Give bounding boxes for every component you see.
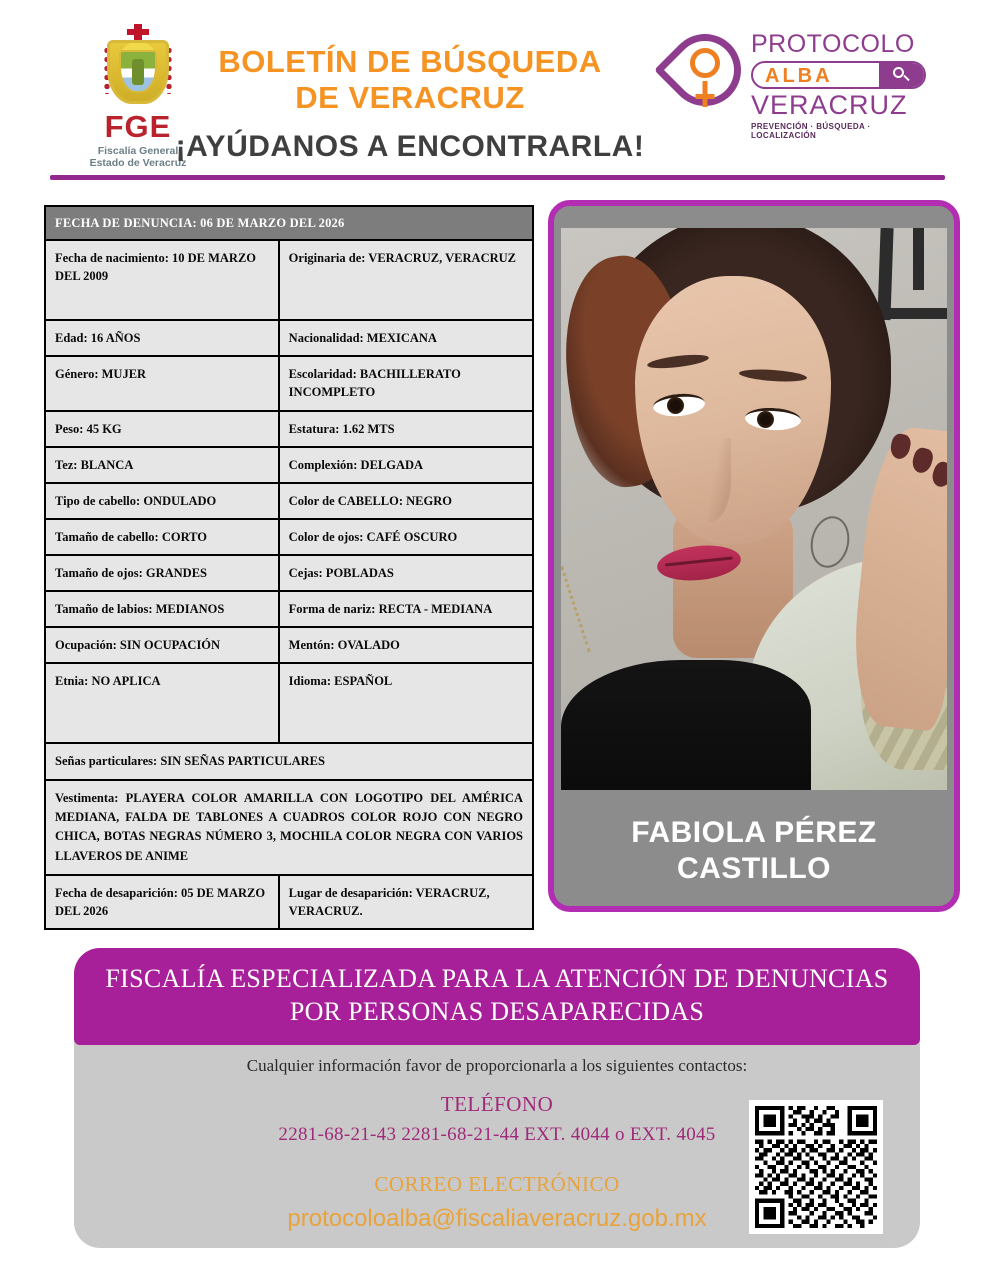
field-ocupacion: Ocupación: SIN OCUPACIÓN bbox=[45, 627, 279, 663]
photo-iris-right bbox=[757, 411, 774, 428]
field-cejas: Cejas: POBLADAS bbox=[279, 555, 533, 591]
table-row bbox=[45, 627, 533, 663]
title-subtitle: ¡AYÚDANOS A ENCONTRARLA! bbox=[175, 129, 645, 163]
field-fecha-desaparicion: Fecha de desaparición: 05 DE MARZO DEL 2026 bbox=[45, 875, 279, 929]
field-menton: Mentón: OVALADO bbox=[279, 627, 533, 663]
title-line-2: DE VERACRUZ bbox=[295, 79, 525, 115]
field-senas-particulares: Señas particulares: SIN SEÑAS PARTICULARES bbox=[45, 743, 533, 779]
field-nacionalidad: Nacionalidad: MEXICANA bbox=[279, 320, 533, 356]
table-row bbox=[45, 447, 533, 483]
person-name-panel bbox=[554, 790, 954, 912]
protocolo-alba-logo bbox=[665, 32, 930, 152]
field-tipo-cabello: Tipo de cabello: ONDULADO bbox=[45, 483, 279, 519]
field-idioma: Idioma: ESPAÑOL bbox=[279, 663, 533, 743]
field-etnia: Etnia: NO APLICA bbox=[45, 663, 279, 743]
field-complexion: Complexión: DELGADA bbox=[279, 447, 533, 483]
search-icon bbox=[893, 67, 904, 78]
table-row bbox=[45, 743, 533, 779]
photo-black-garment bbox=[561, 660, 811, 790]
field-vestimenta: Vestimenta: PLAYERA COLOR AMARILLA CON LOGOTIPO DEL AMÉRICA MEDIANA, FALDA DE TABLONES A CUADROS COLOR ROJO CON NEGRO CHICA, BOTAS NEGRAS NÚMERO 3, MOCHILA COLOR NEGRA CON VARIOS LLAVEROS DE ANIME bbox=[45, 780, 533, 876]
table-row bbox=[45, 875, 533, 929]
fge-acronym: FGE bbox=[104, 109, 172, 144]
phone-label: TELÉFONO bbox=[440, 1092, 554, 1116]
field-estatura: Estatura: 1.62 MTS bbox=[279, 411, 533, 447]
venus-symbol-icon bbox=[690, 48, 720, 78]
table-row bbox=[45, 555, 533, 591]
qr-code-icon bbox=[755, 1106, 877, 1228]
table-row bbox=[45, 591, 533, 627]
table-body bbox=[45, 206, 533, 929]
field-peso: Peso: 45 KG bbox=[45, 411, 279, 447]
coat-of-arms-icon bbox=[103, 24, 173, 106]
field-tez: Tez: BLANCA bbox=[45, 447, 279, 483]
field-lugar-desaparicion: Lugar de desaparición: VERACRUZ, VERACRUZ. bbox=[279, 875, 533, 929]
search-badge bbox=[879, 63, 924, 87]
qr-code[interactable] bbox=[749, 1100, 883, 1234]
field-edad: Edad: 16 AÑOS bbox=[45, 320, 279, 356]
person-name bbox=[631, 815, 876, 887]
person-photo bbox=[561, 228, 947, 790]
fge-org-line1: Fiscalía General bbox=[97, 145, 179, 157]
field-escolaridad: Escolaridad: BACHILLERATO INCOMPLETO bbox=[279, 356, 533, 410]
report-date-cell: FECHA DE DENUNCIA: 06 DE MARZO DEL 2026 bbox=[45, 206, 533, 240]
alba-pill bbox=[751, 61, 926, 89]
person-name-line2: CASTILLO bbox=[677, 852, 831, 885]
field-tamano-cabello: Tamaño de cabello: CORTO bbox=[45, 519, 279, 555]
contact-footer bbox=[74, 948, 920, 1248]
table-row bbox=[45, 663, 533, 743]
phone-numbers[interactable]: 2281-68-21-43 2281-68-21-44 EXT. 4044 o EXT. 4045 bbox=[278, 1124, 716, 1145]
table-header-row bbox=[45, 206, 533, 240]
table-row bbox=[45, 780, 533, 876]
footer-title: FISCALÍA ESPECIALIZADA PARA LA ATENCIÓN DE DENUNCIAS POR PERSONAS DESAPARECIDAS bbox=[74, 948, 920, 1045]
alba-tagline: PREVENCIÓN · BÚSQUEDA · LOCALIZACIÓN bbox=[751, 122, 871, 140]
field-fecha-nacimiento: Fecha de nacimiento: 10 DE MARZO DEL 2009 bbox=[45, 240, 279, 320]
header-divider bbox=[50, 175, 945, 180]
field-color-cabello: Color de CABELLO: NEGRO bbox=[279, 483, 533, 519]
email-address[interactable]: protocoloalba@fiscaliaveracruz.gob.mx bbox=[287, 1205, 707, 1232]
field-tamano-ojos: Tamaño de ojos: GRANDES bbox=[45, 555, 279, 591]
photo-wall-bar-vertical-2 bbox=[913, 228, 924, 290]
shield-inner-icon bbox=[119, 50, 157, 93]
alba-protocolo-text: PROTOCOLO bbox=[751, 30, 915, 58]
person-photo-card bbox=[548, 200, 960, 912]
shield-icon bbox=[107, 40, 169, 104]
page-header bbox=[0, 0, 995, 172]
alba-veracruz-text: VERACRUZ bbox=[751, 90, 908, 120]
photo-wall-bar-horizontal bbox=[879, 308, 947, 319]
photo-nose bbox=[689, 438, 731, 522]
person-name-line1: FABIOLA PÉREZ bbox=[631, 816, 877, 849]
map-pin-icon bbox=[669, 34, 741, 130]
field-originaria-de: Originaria de: VERACRUZ, VERACRUZ bbox=[279, 240, 533, 320]
alba-wordmark bbox=[751, 32, 931, 140]
footer-note: Cualquier información favor de proporcionarla a los siguientes contactos: bbox=[246, 1056, 748, 1075]
field-genero: Género: MUJER bbox=[45, 356, 279, 410]
fge-org-line2: Estado de Veracruz bbox=[89, 157, 187, 170]
alba-word: ALBA bbox=[765, 65, 833, 87]
photo-iris-left bbox=[667, 397, 684, 414]
field-tamano-labios: Tamaño de labios: MEDIANOS bbox=[45, 591, 279, 627]
table-row bbox=[45, 320, 533, 356]
table-row bbox=[45, 411, 533, 447]
field-forma-nariz: Forma de nariz: RECTA - MEDIANA bbox=[279, 591, 533, 627]
page-title bbox=[165, 44, 655, 164]
email-label: CORREO ELECTRÓNICO bbox=[374, 1172, 620, 1196]
table-row bbox=[45, 519, 533, 555]
table-row bbox=[45, 483, 533, 519]
table-row bbox=[45, 356, 533, 410]
table-row bbox=[45, 240, 533, 320]
person-info-table bbox=[44, 205, 534, 930]
field-color-ojos: Color de ojos: CAFÉ OSCURO bbox=[279, 519, 533, 555]
title-line-1: BOLETÍN DE BÚSQUEDA bbox=[218, 44, 602, 79]
